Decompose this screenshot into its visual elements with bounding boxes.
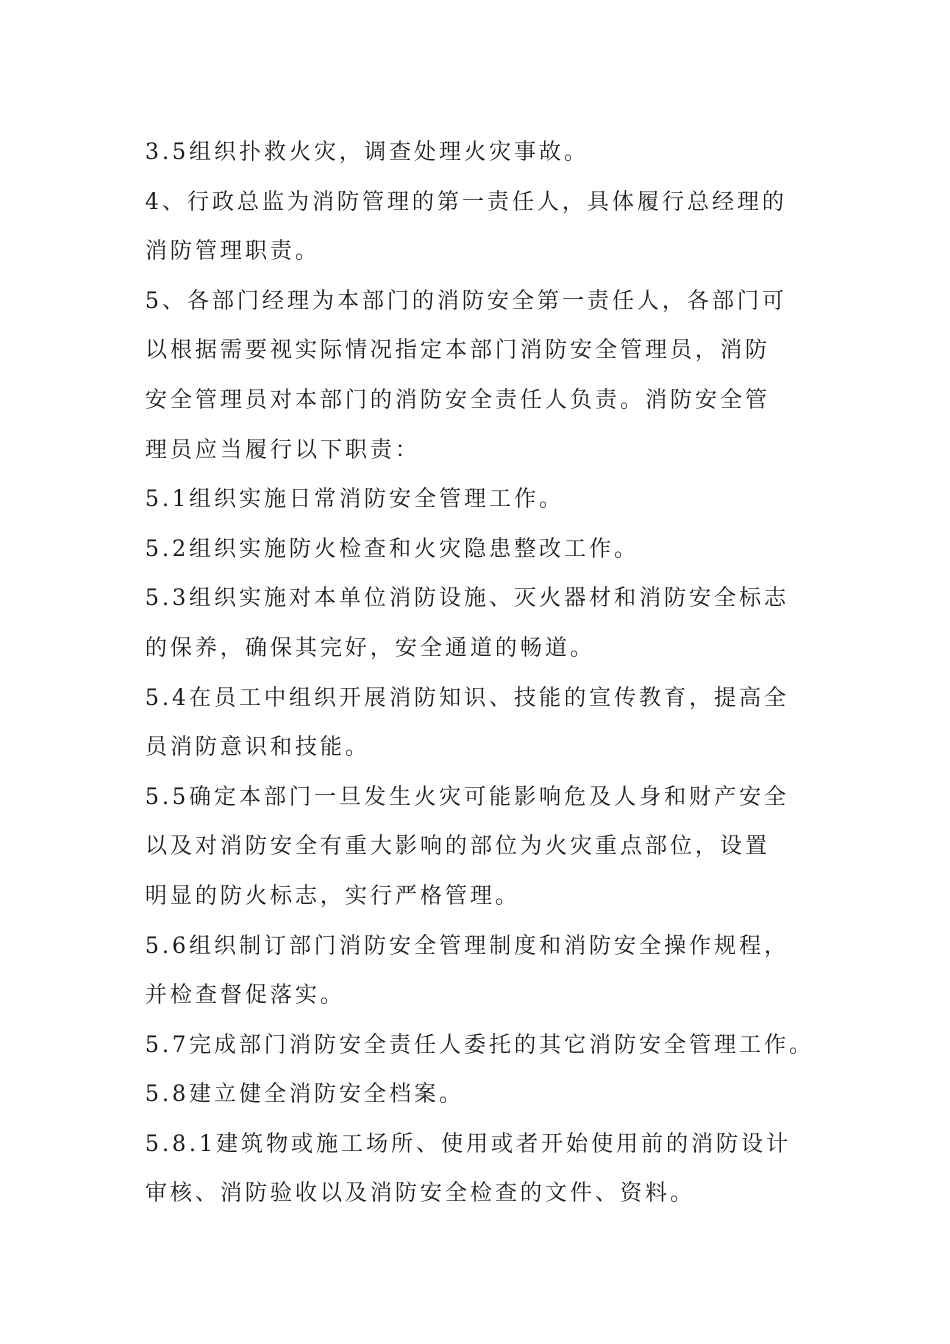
text-line: 员消防意识和技能。 — [145, 735, 371, 761]
text-line: 审核、消防验收以及消防安全检查的文件、资料。 — [145, 1181, 696, 1207]
text-line: 安全管理员对本部门的消防安全责任人负责。消防安全管 — [145, 387, 771, 413]
text-line: 5.4在员工中组织开展消防知识、技能的宣传教育，提高全 — [145, 685, 789, 711]
document-body — [145, 128, 835, 1219]
text-line: 以及对消防安全有重大影响的部位为火灾重点部位，设置 — [145, 834, 771, 860]
text-line: 3.5组织扑救火灾，调查处理火灾事故。 — [145, 140, 589, 165]
text-line: 的保养，确保其完好，安全通道的畅道。 — [145, 635, 596, 661]
text-line: 以根据需要视实际情况指定本部门消防安全管理员，消防 — [145, 338, 771, 364]
text-line: 5.8.1建筑物或施工场所、使用或者开始使用前的消防设计 — [145, 1131, 791, 1157]
text-line: 5、各部门经理为本部门的消防安全第一责任人，各部门可 — [145, 288, 787, 314]
text-line: 4、行政总监为消防管理的第一责任人，具体履行总经理的 — [145, 189, 787, 215]
text-line: 5.2组织实施防火检查和火灾隐患整改工作。 — [145, 536, 639, 562]
text-line: 5.5确定本部门一旦发生火灾可能影响危及人身和财产安全 — [145, 784, 789, 810]
text-line: 理员应当履行以下职责： — [145, 437, 421, 463]
text-line: 消防管理职责。 — [145, 239, 321, 265]
text-line: 5.3组织实施对本单位消防设施、灭火器材和消防安全标志 — [145, 586, 789, 612]
text-line: 5.8建立健全消防安全档案。 — [145, 1082, 464, 1108]
text-line: 5.1组织实施日常消防安全管理工作。 — [145, 487, 564, 513]
text-line: 并检查督促落实。 — [145, 983, 346, 1009]
text-line: 明显的防火标志，实行严格管理。 — [145, 883, 521, 909]
text-line: 5.7完成部门消防安全责任人委托的其它消防安全管理工作。 — [145, 1032, 814, 1058]
text-line: 5.6组织制订部门消防安全管理制度和消防安全操作规程， — [145, 933, 789, 959]
